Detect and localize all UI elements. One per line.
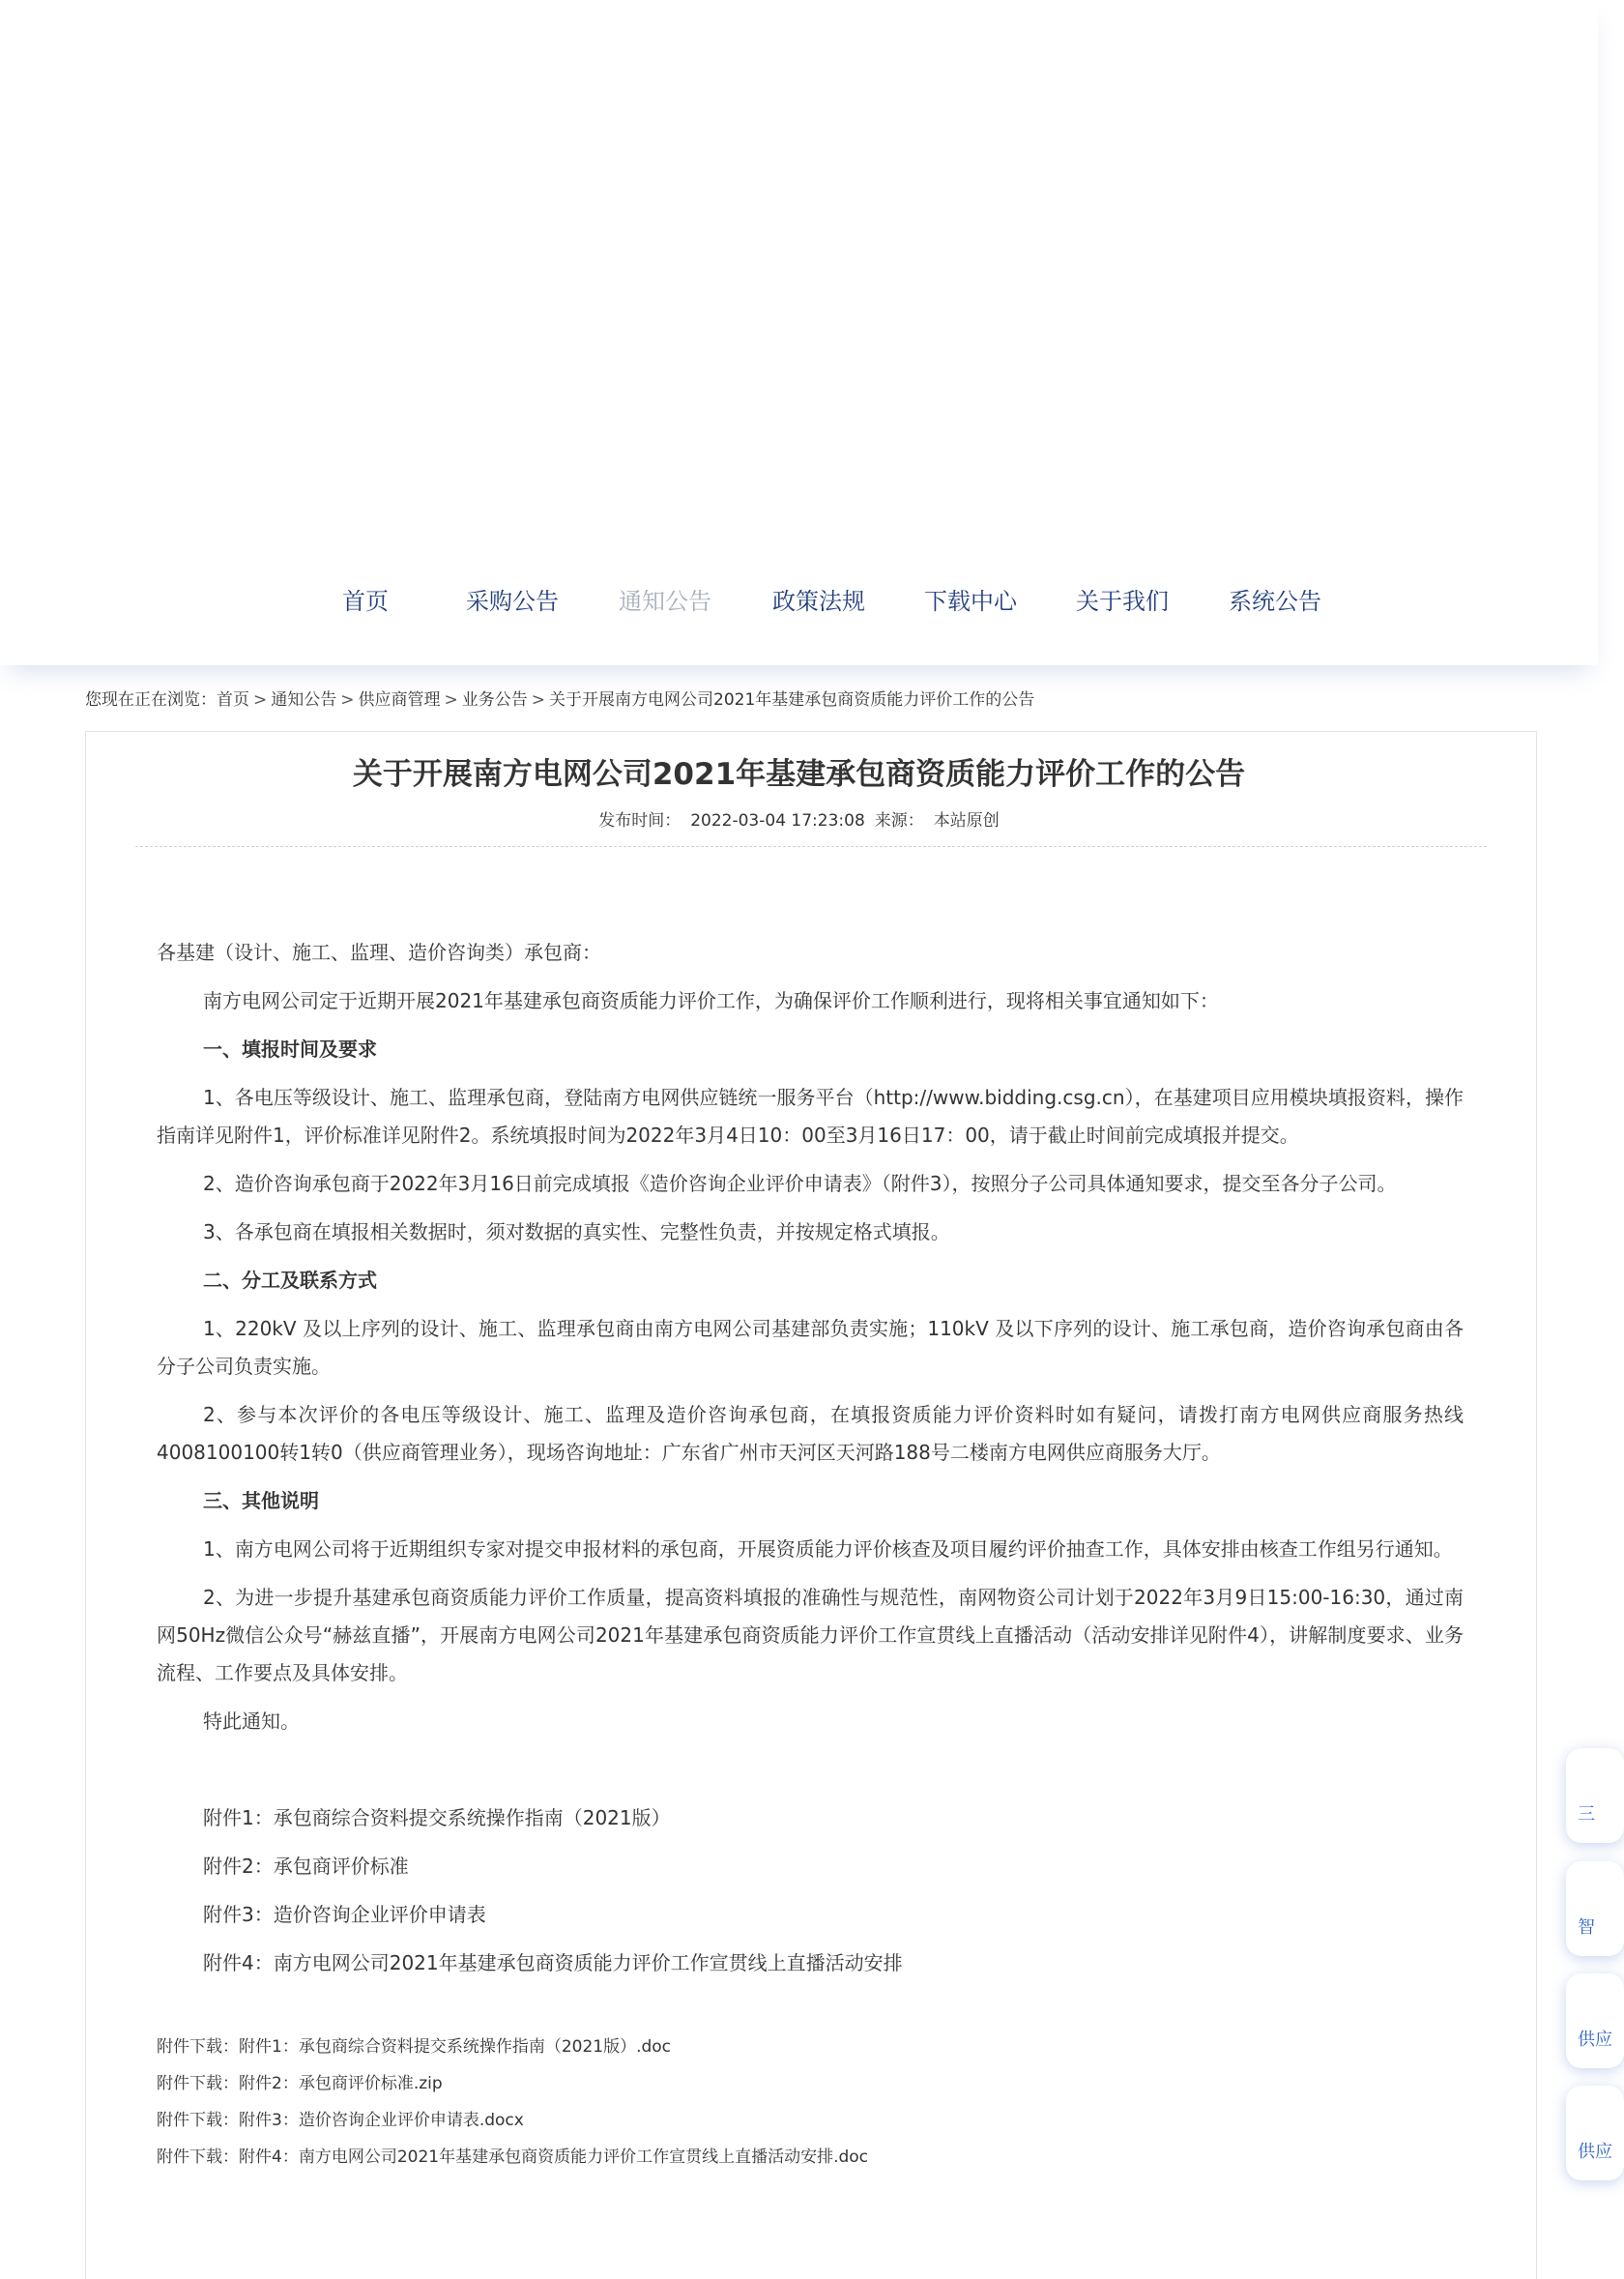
section-heading: 三、其他说明 bbox=[203, 1489, 319, 1512]
source-value: 本站原创 bbox=[933, 811, 1000, 831]
paragraph: 1、各电压等级设计、施工、监理承包商，登陆南方电网供应链统一服务平台（http://www.bidding.csg.cn），在基建项目应用模块填报资料，操作指南详见附件1，评价标准详见附件2。系统填报时间为2022年3月4日10：00至3月16日17：00，请于截止时间前完成填报并提交。 bbox=[157, 1086, 1464, 1147]
download-row bbox=[157, 2108, 868, 2145]
nav-item-downloads[interactable]: 下载中心 bbox=[924, 588, 1017, 615]
attachment-item: 附件3：造价咨询企业评价申请表 bbox=[203, 1903, 486, 1926]
breadcrumb bbox=[85, 687, 1034, 713]
side-tab-smart[interactable] bbox=[1566, 1861, 1624, 1956]
download-list bbox=[157, 2034, 868, 2181]
page-title: 关于开展南方电网公司2021年基建承包商资质能力评价工作的公告 bbox=[352, 757, 1246, 792]
publish-time-label: 发布时间： bbox=[598, 811, 682, 831]
download-link[interactable]: 附件1：承包商综合资料提交系统操作指南（2021版）.doc bbox=[239, 2037, 672, 2057]
section-heading: 二、分工及联系方式 bbox=[203, 1269, 377, 1292]
side-tab-menu[interactable] bbox=[1566, 1748, 1624, 1843]
breadcrumb-item-business-notices[interactable]: 业务公告 bbox=[461, 690, 528, 710]
paragraph: 3、各承包商在填报相关数据时，须对数据的真实性、完整性负责，并按规定格式填报。 bbox=[203, 1220, 950, 1243]
download-label: 附件下载： bbox=[157, 2074, 239, 2093]
salutation: 各基建（设计、施工、监理、造价咨询类）承包商： bbox=[157, 941, 601, 964]
paragraph: 2、为进一步提升基建承包商资质能力评价工作质量，提高资料填报的准确性与规范性，南网物资公司计划于2022年3月9日15:00-16:30，通过南网50Hz微信公众号“赫兹直播”，开展南方电网公司2021年基建承包商资质能力评价工作宣贯线上直播活动（活动安排详见附件4），讲解制度要求、业务流程、工作要点及具体安排。 bbox=[157, 1586, 1464, 1684]
side-tab-supply[interactable] bbox=[1566, 1973, 1624, 2068]
breadcrumb-item-notices[interactable]: 通知公告 bbox=[271, 690, 337, 710]
download-label: 附件下载： bbox=[157, 2148, 239, 2167]
breadcrumb-separator: > bbox=[531, 690, 545, 710]
article-body bbox=[157, 934, 1464, 1993]
attachment-item: 附件1：承包商综合资料提交系统操作指南（2021版） bbox=[203, 1806, 671, 1829]
side-tab-label: 供应 bbox=[1578, 2142, 1612, 2162]
attachment-item: 附件2：承包商评价标准 bbox=[203, 1855, 409, 1878]
closing-line: 特此通知。 bbox=[203, 1709, 300, 1733]
download-row bbox=[157, 2071, 868, 2108]
breadcrumb-separator: > bbox=[253, 690, 268, 710]
spacer bbox=[157, 1751, 1464, 1799]
attachment-item: 附件4：南方电网公司2021年基建承包商资质能力评价工作宣贯线上直播活动安排 bbox=[203, 1951, 903, 1974]
publish-time: 2022-03-04 17:23:08 bbox=[690, 811, 865, 831]
paragraph: 2、参与本次评价的各电压等级设计、施工、监理及造价咨询承包商，在填报资质能力评价资料时如有疑问，请拨打南方电网供应商服务热线4008100100转1转0（供应商管理业务），现场咨询地址：广东省广州市天河区天河路188号二楼南方电网供应商服务大厅。 bbox=[157, 1403, 1464, 1464]
breadcrumb-prefix: 您现在正在浏览： bbox=[85, 690, 217, 710]
intro-paragraph: 南方电网公司定于近期开展2021年基建承包商资质能力评价工作，为确保评价工作顺利进行，现将相关事宜通知如下： bbox=[203, 989, 1219, 1012]
paragraph: 2、造价咨询承包商于2022年3月16日前完成填报《造价咨询企业评价申请表》（附件3），按照分子公司具体通知要求，提交至各分子公司。 bbox=[203, 1172, 1397, 1195]
download-label: 附件下载： bbox=[157, 2111, 239, 2130]
side-tab-label: 智 bbox=[1578, 1917, 1595, 1938]
nav-item-policies[interactable]: 政策法规 bbox=[772, 588, 865, 615]
breadcrumb-item-supplier-management[interactable]: 供应商管理 bbox=[358, 690, 441, 710]
download-row bbox=[157, 2145, 868, 2181]
paragraph: 1、南方电网公司将于近期组织专家对提交申报材料的承包商，开展资质能力评价核查及项目履约评价抽查工作，具体安排由核查工作组另行通知。 bbox=[203, 1537, 1453, 1561]
breadcrumb-separator: > bbox=[340, 690, 355, 710]
side-tab-label: 三 bbox=[1578, 1804, 1595, 1825]
article-meta bbox=[0, 808, 1598, 833]
nav-item-notices[interactable]: 通知公告 bbox=[619, 588, 711, 615]
nav-item-system-notices[interactable]: 系统公告 bbox=[1229, 588, 1321, 615]
top-navigation bbox=[0, 0, 1598, 665]
nav-item-about[interactable]: 关于我们 bbox=[1076, 588, 1169, 615]
download-link[interactable]: 附件3：造价咨询企业评价申请表.docx bbox=[239, 2111, 524, 2130]
breadcrumb-item-home[interactable]: 首页 bbox=[217, 690, 249, 710]
source-label: 来源： bbox=[874, 811, 924, 831]
paragraph: 1、220kV 及以上序列的设计、施工、监理承包商由南方电网公司基建部负责实施；110kV 及以下序列的设计、施工承包商，造价咨询承包商由各分子公司负责实施。 bbox=[157, 1317, 1464, 1378]
side-tab-supplier[interactable] bbox=[1566, 2086, 1624, 2180]
title-divider bbox=[135, 846, 1487, 847]
section-heading: 一、填报时间及要求 bbox=[203, 1037, 377, 1061]
download-link[interactable]: 附件2：承包商评价标准.zip bbox=[239, 2074, 443, 2093]
breadcrumb-separator: > bbox=[444, 690, 458, 710]
side-tab-label: 供应 bbox=[1578, 2030, 1612, 2050]
nav-item-home[interactable]: 首页 bbox=[342, 588, 389, 615]
download-row bbox=[157, 2034, 868, 2071]
download-link[interactable]: 附件4：南方电网公司2021年基建承包商资质能力评价工作宣贯线上直播活动安排.doc bbox=[239, 2148, 869, 2167]
nav-item-procurement[interactable]: 采购公告 bbox=[466, 588, 559, 615]
download-label: 附件下载： bbox=[157, 2037, 239, 2057]
breadcrumb-current: 关于开展南方电网公司2021年基建承包商资质能力评价工作的公告 bbox=[549, 690, 1035, 710]
